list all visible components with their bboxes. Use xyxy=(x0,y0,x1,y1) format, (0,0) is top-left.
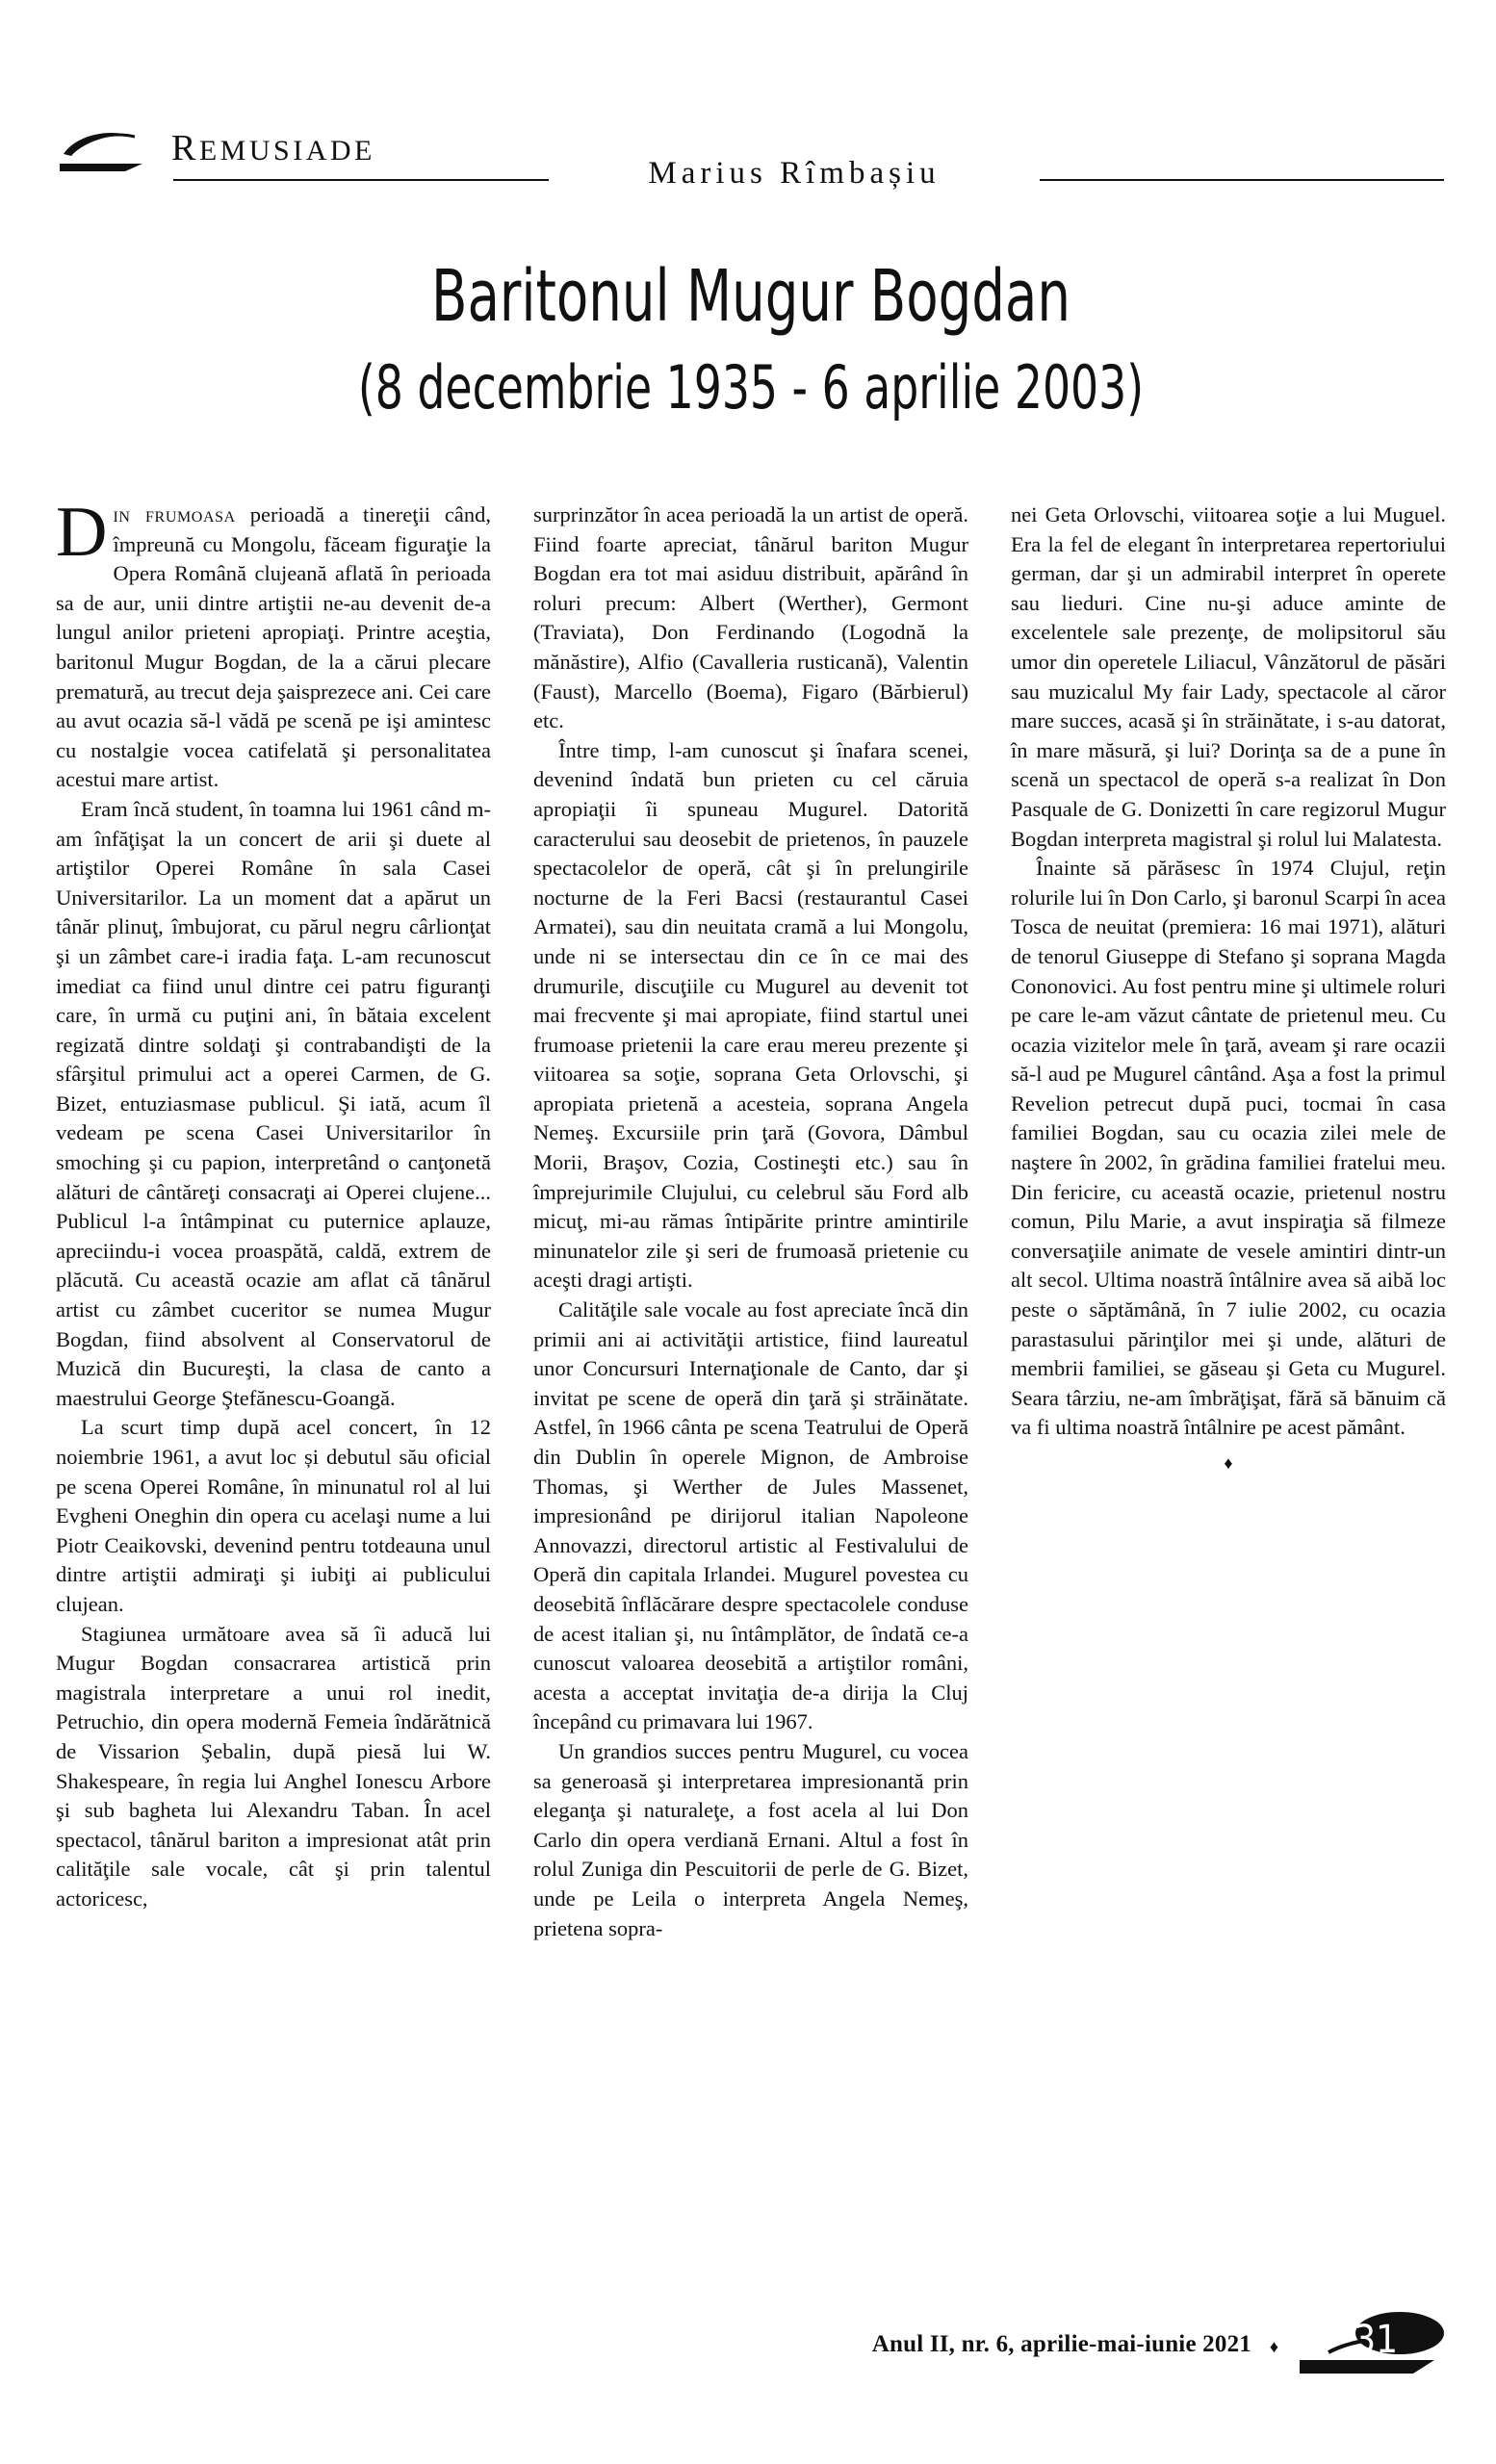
section-label-initial: R xyxy=(171,128,199,168)
paragraph: Între timp, l-am cunoscut şi înafara scenei, devenind îndată bun prieten cu cel căruia apropiaţii îi spuneau Mugurel. Datorită caracterului sau deosebit de prietenos, în pauzele spectacolelor de operă, cât şi în prelungirile nocturne de la Feri Bacsi (restaurantul Casei Armatei), sau din neuitata cramă a lui Mongolu, unde ni se intersectau din ce în ce mai des drumurile, discuţiile cu Mugurel au devenit tot mai frecvente şi mai apropiate, fiind startul unei frumoase prietenii la care erau mereu prezente şi viitoarea sa soţie, soprana Geta Orlovschi, şi apropiata prietenă a acesteia, soprana Angela Nemeş. Excursiile prin ţară (Govora, Dâmbul Morii, Braşov, Cozia, Costineşti etc.) sau în împrejurimile Clujului, cu celebrul său Ford alb micuţ, mi-au rămas întipărite printre amintirile minunatelor zile şi seri de frumoasă prietenie cu aceşti dragi artişti. xyxy=(533,737,968,1293)
drop-cap: D xyxy=(56,493,108,572)
diamond-icon: ♦ xyxy=(1269,2337,1278,2356)
footer xyxy=(58,2310,1444,2397)
paragraph: Un grandios succes pentru Mugurel, cu vocea sa generoasă şi interpretarea impresionantă prin eleganţa şi naturaleţe, a fost acela al lui Don Carlo din opera verdiană Ernani. Altul a fost în rolul Zuniga din Pescuitorii de perle de G. Bizet, unde pe Leila o interpreta Angela Nemeş, prietena sopra- xyxy=(533,1738,968,1940)
paragraph: surprinzător în acea perioadă la un artist de operă. Fiind foarte apreciat, tânărul bariton Mugur Bogdan era tot mai asiduu distribuit, apărând în roluri precum: Albert (Werther), Germont (Traviata), Don Ferdinando (Logodnă la mănăstire), Alfio (Cavalleria rusticană), Valentin (Faust), Marcello (Boema), Figaro (Bărbierul) etc. xyxy=(533,502,968,733)
section-label-rest: EMUSIADE xyxy=(198,135,375,167)
page-subtitle: (8 decembrie 1935 - 6 aprilie 2003) xyxy=(357,352,1145,423)
end-mark: ♦ xyxy=(1224,1453,1233,1473)
text-column-1 xyxy=(56,493,492,2272)
paragraph: Eram încă student, în toamna lui 1961 când m-am înfăţişat la un concert de arii şi duete al artiştilor Operei Române în sala Casei Universitarilor. La un moment dat a apărut un tânăr plinuţ, îmbujorat, cu părul negru cârlionţat şi un zâmbet care-i iradia faţa. L-am recunoscut imediat ca fiind unul dintre cei patru figuranţi care, în urmă cu puţini ani, în bătaia excelent regizată dintre soldaţi şi contrabandişti de la sfârşitul primului act a operei Carmen, de G. Bizet, entuziasmase publicul. Şi iată, acum îl vedeam pe scena Casei Universitarilor în smoching şi cu papion, interpretând o canţonetă alături de cântăreţi consacraţi ai Operei clujene... Publicul l-a întâmpinat cu puternice aplauze, apreciindu-i vocea proaspătă, caldă, extrem de plăcută. Cu această ocazie am aflat că tânărul artist cu zâmbet cuceritor se numea Mugur Bogdan, fiind absolvent al Conservatorul de Muzică din Bucureşti, la clasa de canto a maestrului George Ştefănescu-Goangă. xyxy=(56,796,491,1410)
section-label xyxy=(171,127,375,169)
text-column-2 xyxy=(533,500,968,2272)
paragraph: Stagiunea următoare avea să îi aducă lui Mugur Bogdan consacrarea artistică prin magistrala interpretare a unui rol inedit, Petruchio, din opera modernă Femeia îndărătnică de Vissarion Şebalin, după piesă lui W. Shakespeare, în regia lui Anghel Ionescu Arbore şi sub bagheta lui Alexandru Taban. În acel spectacol, tânărul bariton a impresionat atât prin calităţile sale vocale, cât şi prin talentul actoricesc, xyxy=(56,1621,491,1911)
paragraph: Calităţile sale vocale au fost apreciate încă din primii ani ai activităţii artistice, fiind laureatul unor Concursuri Internaţionale de Canto, dar şi invitat pe scene de operă din ţară şi străinătate. Astfel, în 1966 cânta pe scena Teatrului de Operă din Dublin în operele Mignon, de Ambroise Thomas, şi Werther de Jules Massenet, impresionând pe dirijorul italian Napoleone Annovazzi, directorul artistic al Festivalului de Operă din capitala Irlandei. Mugurel povestea cu deosebită înflăcărare despre spectacolele conduse de acest italian şi, nu întâmplător, de îndată ce-a cunoscut valoarea deosebită a artiştilor români, acesta a acceptat invitaţia de-a dirija la Cluj începând cu primavara lui 1967. xyxy=(533,1297,968,1734)
text-column-3 xyxy=(1011,500,1446,2272)
swoosh-logo-icon xyxy=(58,121,150,175)
issue-line: Anul II, nr. 6, aprilie-mai-iunie 2021 xyxy=(871,2331,1251,2357)
divider-left xyxy=(173,179,549,181)
masthead xyxy=(58,114,1444,191)
page-number: 31 xyxy=(1354,2318,1398,2362)
article-body xyxy=(56,493,1446,2272)
paragraph: La scurt timp după acel concert, în 12 noiembrie 1961, a avut loc și debutul său oficial pe scena Operei Române, în minunatul rol al lui Evgheni Oneghin din opera cu acelaşi nume a lui Piotr Ceaikovski, devenind pentru totdeauna unul dintre artiştii admiraţi şi iubiţi ai publicului clujean. xyxy=(56,1415,491,1616)
paragraph xyxy=(56,493,492,795)
paragraph: nei Geta Orlovschi, viitoarea soţie a lui Muguel. Era la fel de elegant în interpretarea repertoriului german, dar şi un admirabil interpret în operete sau lieduri. Cine nu-şi aduce aminte de excelentele sale prezenţe, de molipsitorul său umor din operetele Liliacul, Vânzătorul de păsări sau muzicalul My fair Lady, spectacole al căror mare succes, acasă şi în străinătate, i s-au datorat, în mare măsură, şi lui? Dorinţa sa de a pune în scenă un spectacol de operă s-a realizat în Don Pasquale de G. Donizetti în care regizorul Mugur Bogdan interpreta magistral şi rolul lui Malatesta. xyxy=(1011,502,1446,851)
page-title: Baritonul Mugur Bogdan xyxy=(431,255,1070,338)
author-name: Marius Rîmbașiu xyxy=(648,156,941,191)
paragraph: Înainte să părăsesc în 1974 Clujul, reţin rolurile lui în Don Carlo, şi baronul Scarpi în acea Tosca de neuitat (premiera: 16 mai 1971), alături de tenorul Giuseppe di Stefano şi soprana Magda Cononovici. Au fost pentru mine şi ultimele roluri pe care le-am văzut cântate de prietenul meu. Cu ocazia vizitelor mele în ţară, aveam şi rare ocazii să-l aud pe Mugurel cântând. Aşa a fost la primul Revelion petrecut după puci, tocmai în casa familiei Bogdan, sau cu ocazia zilei mele de naştere în 2002, în grădina familiei fratelui meu. Din fericire, cu această ocazie, prietenul nostru comun, Pilu Marie, a avut inspiraţia să filmeze conversaţiile animate de vesele amintiri dintr-un alt secol. Ultima noastră întâlnire avea să aibă loc peste o săptămână, în 7 iulie 2002, cu ocazia parastasului părinţilor mei şi unde, alături de membrii familiei, se găseau şi Geta cu Mugurel. Seara târziu, ne-am îmbrăţişat, fără să bănuim că va fi ultima noastră întâlnire pe acest pământ. xyxy=(1011,856,1446,1440)
divider-right xyxy=(1040,179,1444,181)
opening-smallcaps: in frumoasa xyxy=(113,502,236,526)
paragraph-text: perioadă a tinereţii când, împreună cu Mongolu, făceam figuraţie la Opera Română clujeană aflată în perioada sa de aur, unii dintre artiştii ne-au devenit de-a lungul anilor prieteni apropiaţi. Printre aceştia, baritonul Mugur Bogdan, de la a cărui plecare prematură, au trecut deja şaisprezece ani. Cei care au avut ocazia să-l vădă pe scenă pe işi amintesc cu nostalgie vocea catifelată şi personalitatea acestui mare artist. xyxy=(56,502,492,792)
